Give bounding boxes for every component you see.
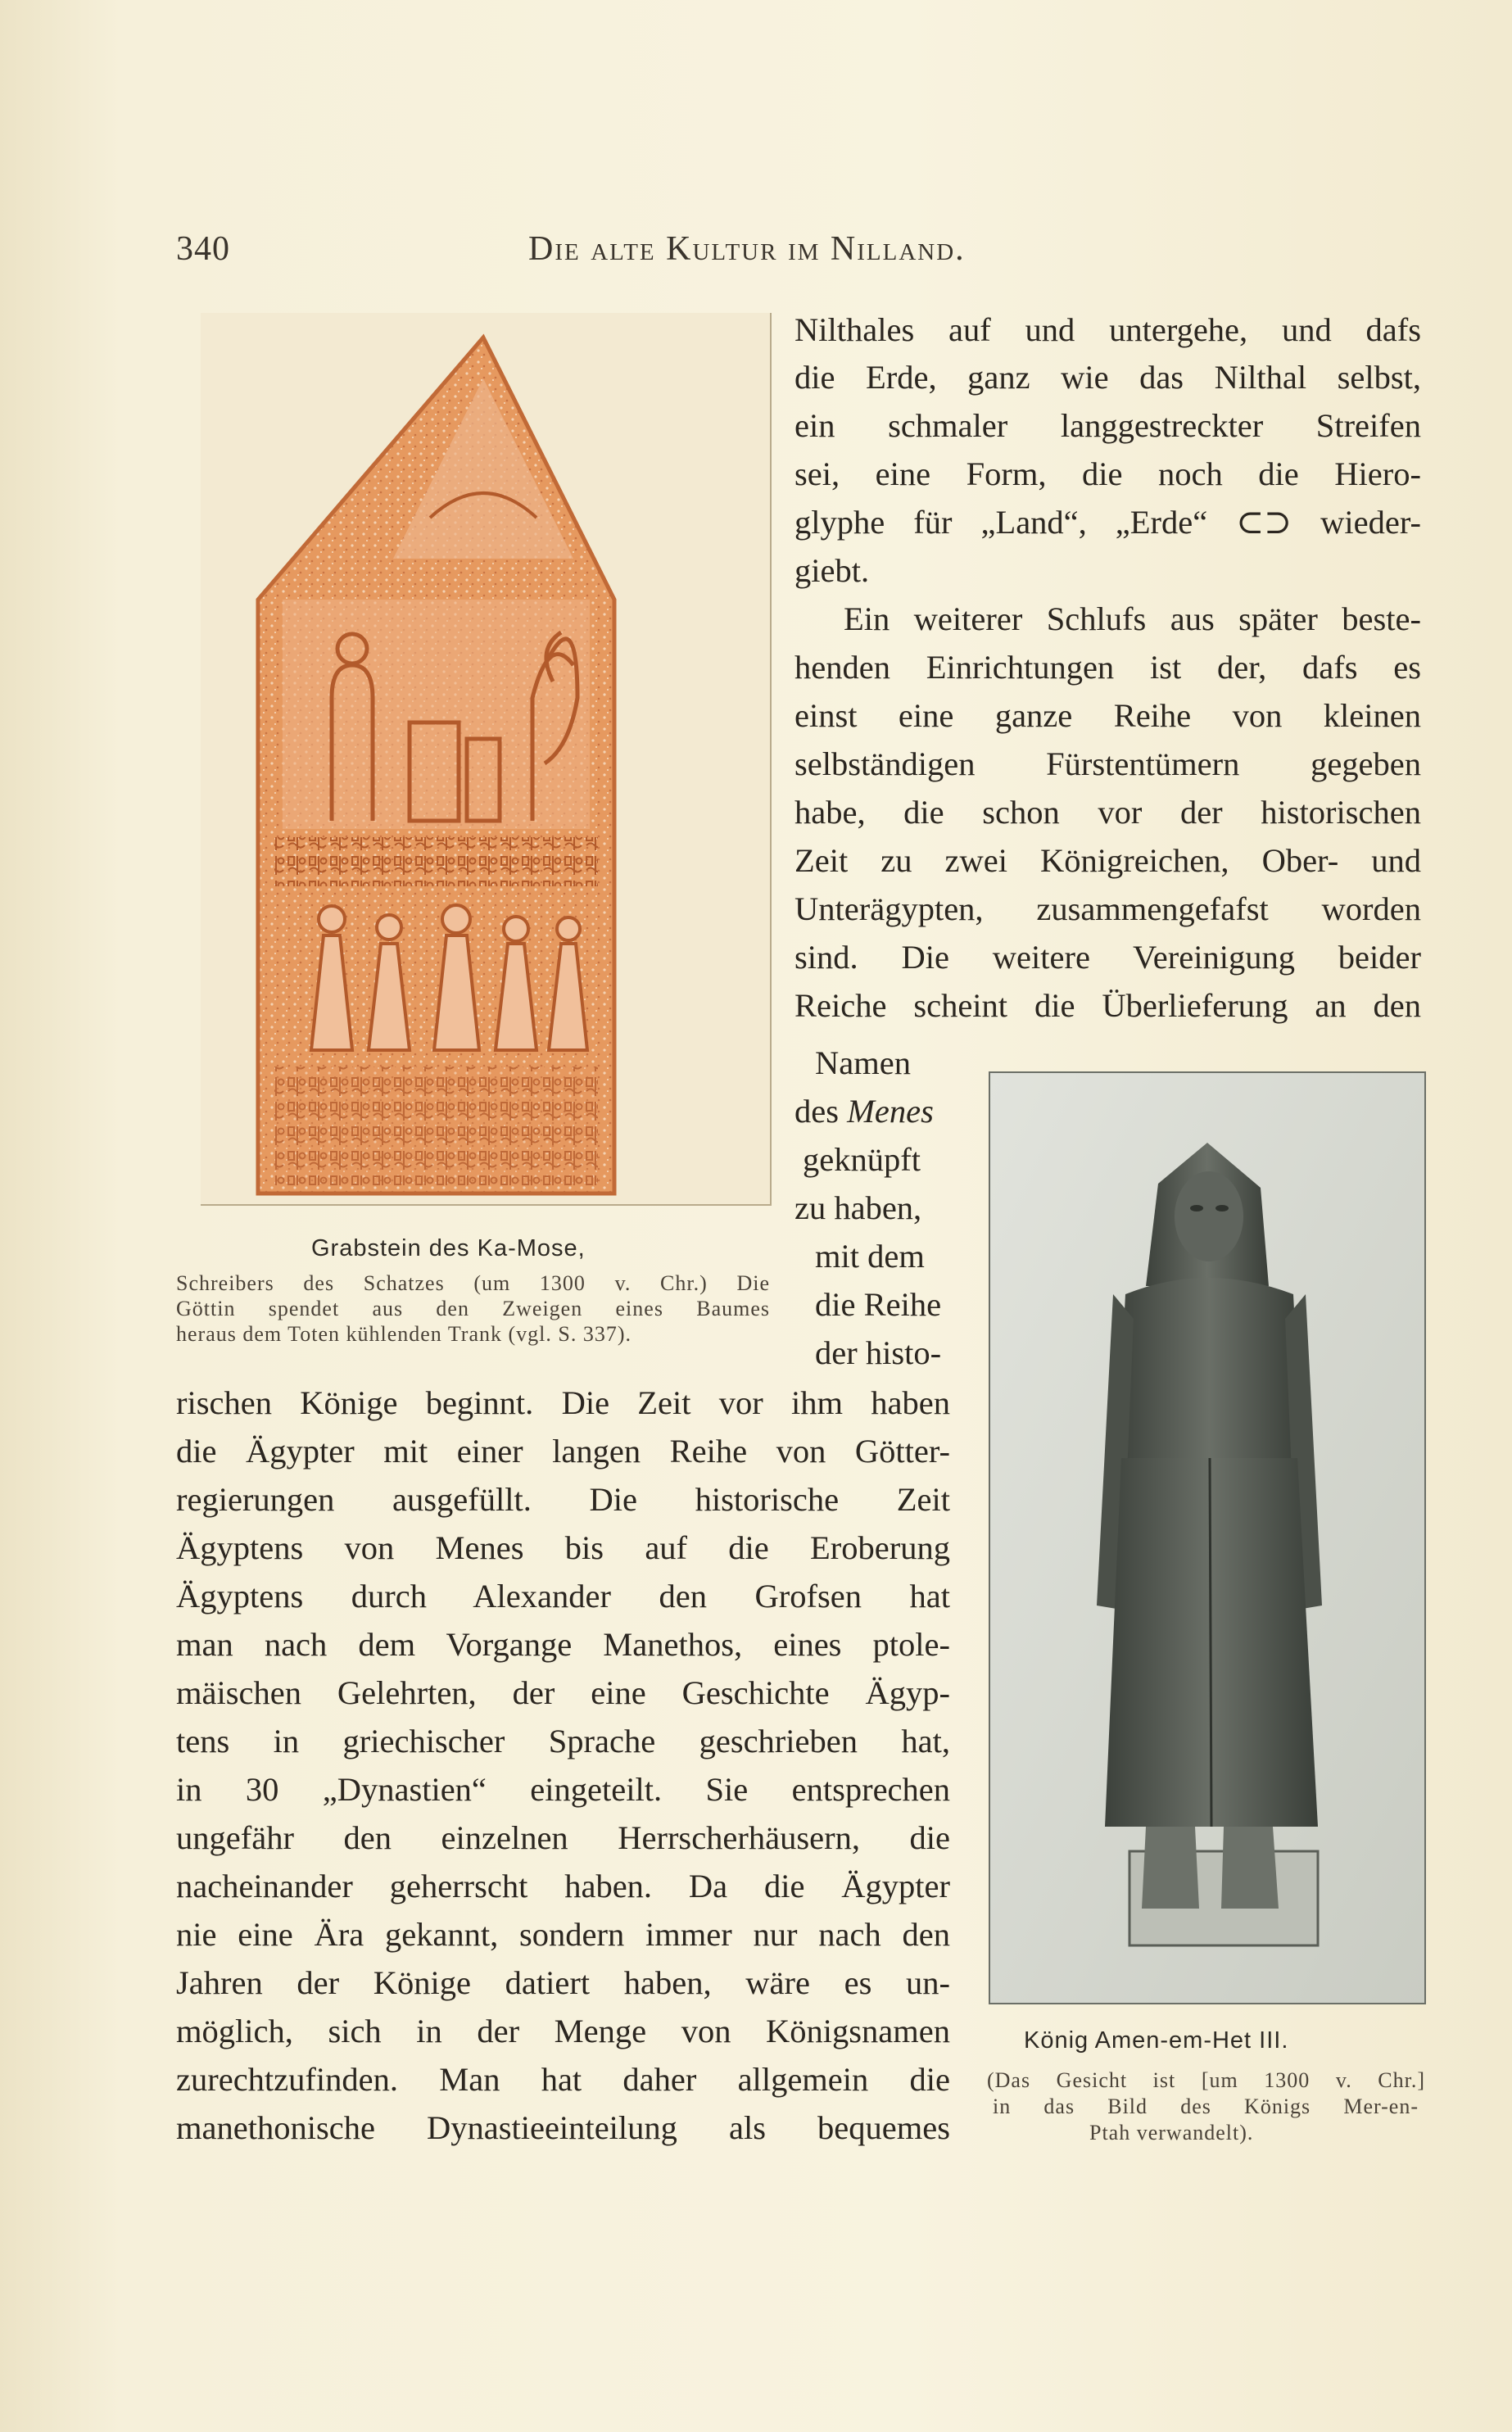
stele-caption-line: heraus dem Toten kühlenden Trank (vgl. S. 337). bbox=[176, 1322, 632, 1346]
body-line: einst eine ganze Reihe von kleinen bbox=[794, 697, 1421, 734]
body-line: selbständigen Fürstentümern gegeben bbox=[794, 745, 1421, 782]
page-number: 340 bbox=[176, 230, 230, 268]
body-line: die Ägypter mit einer langen Reihe von Götter- bbox=[176, 1433, 950, 1470]
statue-caption-line: in das Bild des Königs Mer-en- bbox=[993, 2095, 1419, 2118]
body-line: Ägyptens von Menes bis auf die Eroberung bbox=[176, 1529, 950, 1566]
body-line: tens in griechischer Sprache geschrieben hat, bbox=[176, 1723, 950, 1759]
statue-caption-line: (Das Gesicht ist [um 1300 v. Chr.] bbox=[987, 2068, 1425, 2092]
statue-drawing bbox=[990, 1073, 1424, 2003]
narrow-line: Namen bbox=[815, 1044, 911, 1081]
body-line: Jahren der Könige datiert haben, wäre es un- bbox=[176, 1964, 950, 2001]
body-line: Ägyptens durch Alexander den Grofsen hat bbox=[176, 1578, 950, 1615]
body-line: man nach dem Vorgange Manethos, eines ptole- bbox=[176, 1626, 950, 1663]
body-line: henden Einrichtungen ist der, dafs es bbox=[794, 649, 1421, 686]
body-line: giebt. bbox=[794, 552, 870, 589]
body-line: ungefähr den einzelnen Herrscherhäusern, die bbox=[176, 1819, 950, 1856]
statue-caption-title: König Amen-em-Het III. bbox=[1024, 2027, 1289, 2054]
narrow-line: die Reihe bbox=[815, 1286, 942, 1323]
running-header bbox=[176, 229, 1429, 279]
body-line: regierungen ausgefüllt. Die historische Zeit bbox=[176, 1481, 950, 1518]
stele-caption-line: Göttin spendet aus den Zweigen eines Baumes bbox=[176, 1297, 770, 1320]
narrow-line: mit dem bbox=[815, 1238, 925, 1275]
statue-photo bbox=[989, 1071, 1426, 2004]
body-line: zurechtzufinden. Man hat daher allgemein die bbox=[176, 2061, 950, 2098]
body-line: ein schmaler langgestreckter Streifen bbox=[794, 407, 1421, 444]
body-line: die Erde, ganz wie das Nilthal selbst, bbox=[794, 359, 1421, 396]
stele-drawing bbox=[201, 313, 770, 1204]
body-line: rischen Könige beginnt. Die Zeit vor ihm haben bbox=[176, 1384, 950, 1421]
body-line: mäischen Gelehrten, der eine Geschichte Ägyp- bbox=[176, 1674, 950, 1711]
body-line: glyphe für „Land“, „Erde“ ⊂⊃ wieder- bbox=[794, 504, 1421, 541]
narrow-line bbox=[794, 1091, 934, 1132]
stele-illustration bbox=[201, 313, 772, 1206]
body-line: Reiche scheint die Überlieferung an den bbox=[794, 987, 1421, 1024]
body-line: manethonische Dynastieeinteilung als bequemes bbox=[176, 2109, 950, 2146]
body-line: sei, eine Form, die noch die Hiero- bbox=[794, 455, 1421, 492]
running-title: Die alte Kultur im Nilland. bbox=[528, 230, 966, 268]
narrow-line: geknüpft bbox=[803, 1141, 921, 1178]
body-line: Unterägypten, zusammengefafst worden bbox=[794, 890, 1421, 927]
body-line: sind. Die weitere Vereinigung beider bbox=[794, 939, 1421, 976]
body-line: nacheinander geherrscht haben. Da die Ägypter bbox=[176, 1868, 950, 1904]
body-line: habe, die schon vor der historischen bbox=[794, 794, 1421, 831]
menes-name: Menes bbox=[847, 1093, 934, 1130]
stele-caption-title: Grabstein des Ka-Mose, bbox=[311, 1235, 586, 1261]
statue-caption-line: Ptah verwandelt). bbox=[1089, 2121, 1254, 2144]
narrow-line: zu haben, bbox=[794, 1189, 922, 1226]
narrow-line-word: des bbox=[794, 1093, 848, 1130]
body-line: nie eine Ära gekannt, sondern immer nur nach den bbox=[176, 1916, 950, 1953]
body-line: möglich, sich in der Menge von Königsnamen bbox=[176, 2013, 950, 2049]
body-line: Nilthales auf und untergehe, und dafs bbox=[794, 311, 1421, 348]
stele-caption-line: Schreibers des Schatzes (um 1300 v. Chr.) Die bbox=[176, 1271, 770, 1295]
body-line: Ein weiterer Schlufs aus später beste- bbox=[844, 600, 1421, 637]
body-line: in 30 „Dynastien“ eingeteilt. Sie entsprechen bbox=[176, 1771, 950, 1808]
body-line: Zeit zu zwei Königreichen, Ober- und bbox=[794, 842, 1421, 879]
narrow-line: der histo- bbox=[815, 1334, 942, 1371]
